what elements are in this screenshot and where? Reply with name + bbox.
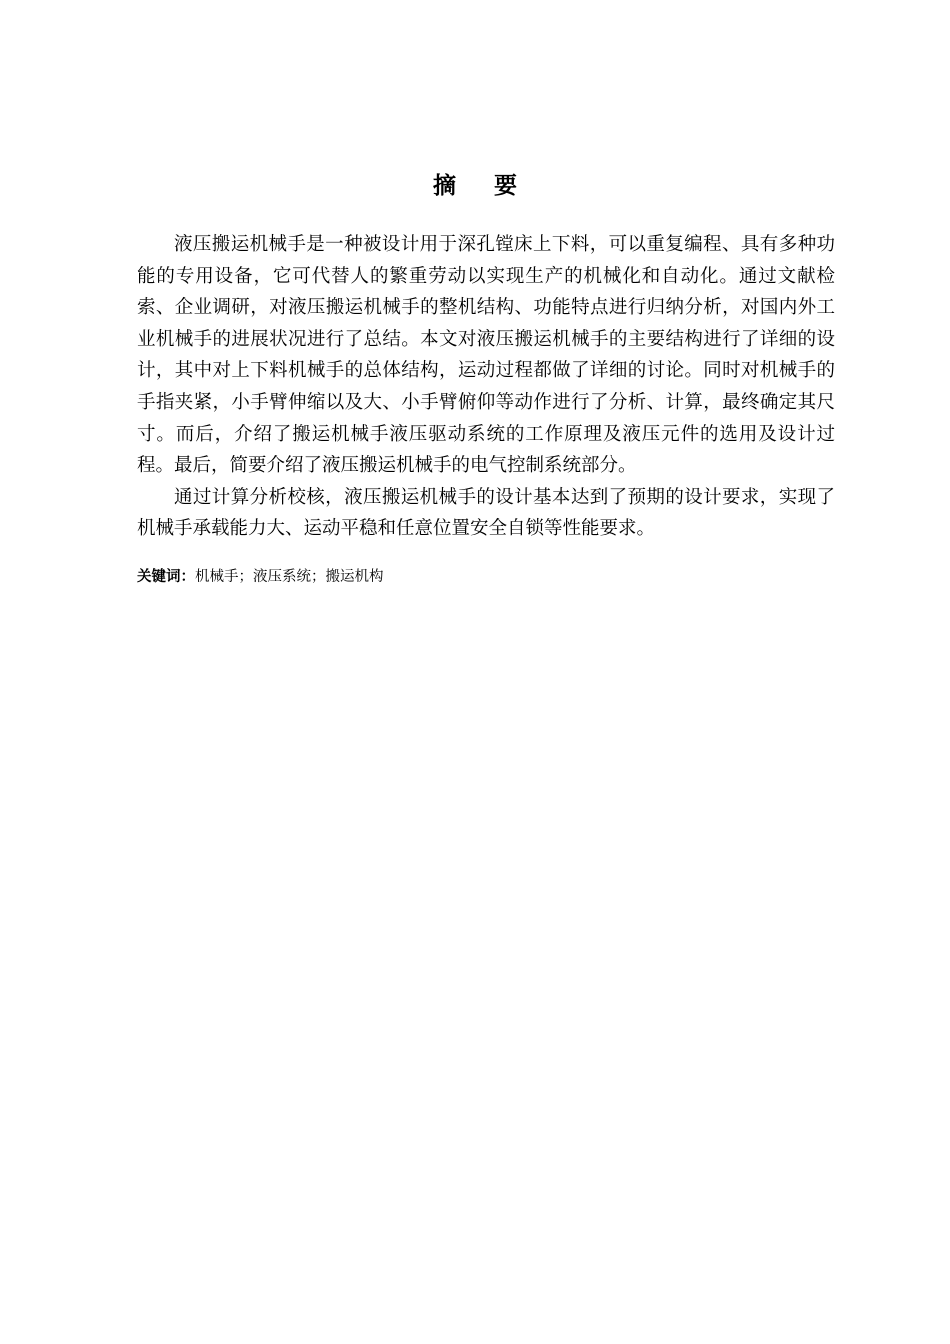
keywords-line: [137, 565, 835, 589]
keywords-label: 关键词：: [137, 569, 195, 585]
keywords-text: 机械手；液压系统；搬运机构: [195, 569, 384, 585]
abstract-body: [137, 229, 835, 545]
abstract-paragraph-1: 液压搬运机械手是一种被设计用于深孔镗床上下料，可以重复编程、具有多种功能的专用设备，它可代替人的繁重劳动以实现生产的机械化和自动化。通过文献检索、企业调研，对液压搬运机械手的整机结构、功能特点进行归纳分析，对国内外工业机械手的进展状况进行了总结。本文对液压搬运机械手的主要结构进行了详细的设计，其中对上下料机械手的总体结构，运动过程都做了详细的讨论。同时对机械手的手指夹紧，小手臂伸缩以及大、小手臂俯仰等动作进行了分析、计算，最终确定其尺寸。而后，介绍了搬运机械手液压驱动系统的工作原理及液压元件的选用及设计过程。最后，简要介绍了液压搬运机械手的电气控制系统部分。: [137, 234, 835, 477]
abstract-paragraph-2: 通过计算分析校核，液压搬运机械手的设计基本达到了预期的设计要求，实现了机械手承载能力大、运动平稳和任意位置安全自锁等性能要求。: [137, 486, 835, 540]
abstract-title: 摘要: [433, 173, 555, 199]
